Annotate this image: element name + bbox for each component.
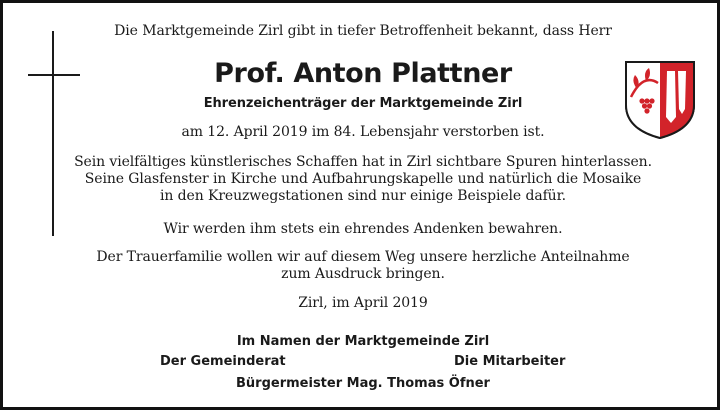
tribute-line: Sein vielfältiges künstlerisches Schaffen hat in Zirl sichtbare Spuren hinterlassen. — [74, 154, 652, 170]
condolence-line: zum Ausdruck bringen. — [281, 266, 445, 282]
deceased-name: Prof. Anton Plattner — [214, 58, 512, 89]
signature-heading: Im Namen der Marktgemeinde Zirl — [236, 334, 490, 349]
tribute-line: Seine Glasfenster in Kirche und Aufbahrungskapelle und natürlich die Mosaike — [84, 171, 642, 187]
signature-mayor: Bürgermeister Mag. Thomas Öfner — [236, 376, 490, 391]
tribute-line: in den Kreuzwegstationen sind nur einige Beispiele dafür. — [160, 188, 566, 204]
intro-text: Die Marktgemeinde Zirl gibt in tiefer Betroffenheit bekannt, dass Herr — [114, 23, 612, 39]
signature-council: Der Gemeinderat — [160, 354, 286, 369]
condolence-line: Der Trauerfamilie wollen wir auf diesem Weg unsere herzliche Anteilnahme — [96, 249, 630, 265]
condolence-paragraph — [3, 249, 720, 283]
honorary-title: Ehrenzeichenträger der Marktgemeinde Zirl — [203, 96, 523, 111]
place-date: Zirl, im April 2019 — [298, 295, 428, 311]
memory-statement: Wir werden ihm stets ein ehrendes Andenken bewahren. — [163, 221, 563, 237]
signature-staff: Die Mitarbeiter — [454, 354, 566, 369]
death-statement: am 12. April 2019 im 84. Lebensjahr verstorben ist. — [181, 124, 545, 140]
tribute-paragraph — [3, 154, 720, 205]
